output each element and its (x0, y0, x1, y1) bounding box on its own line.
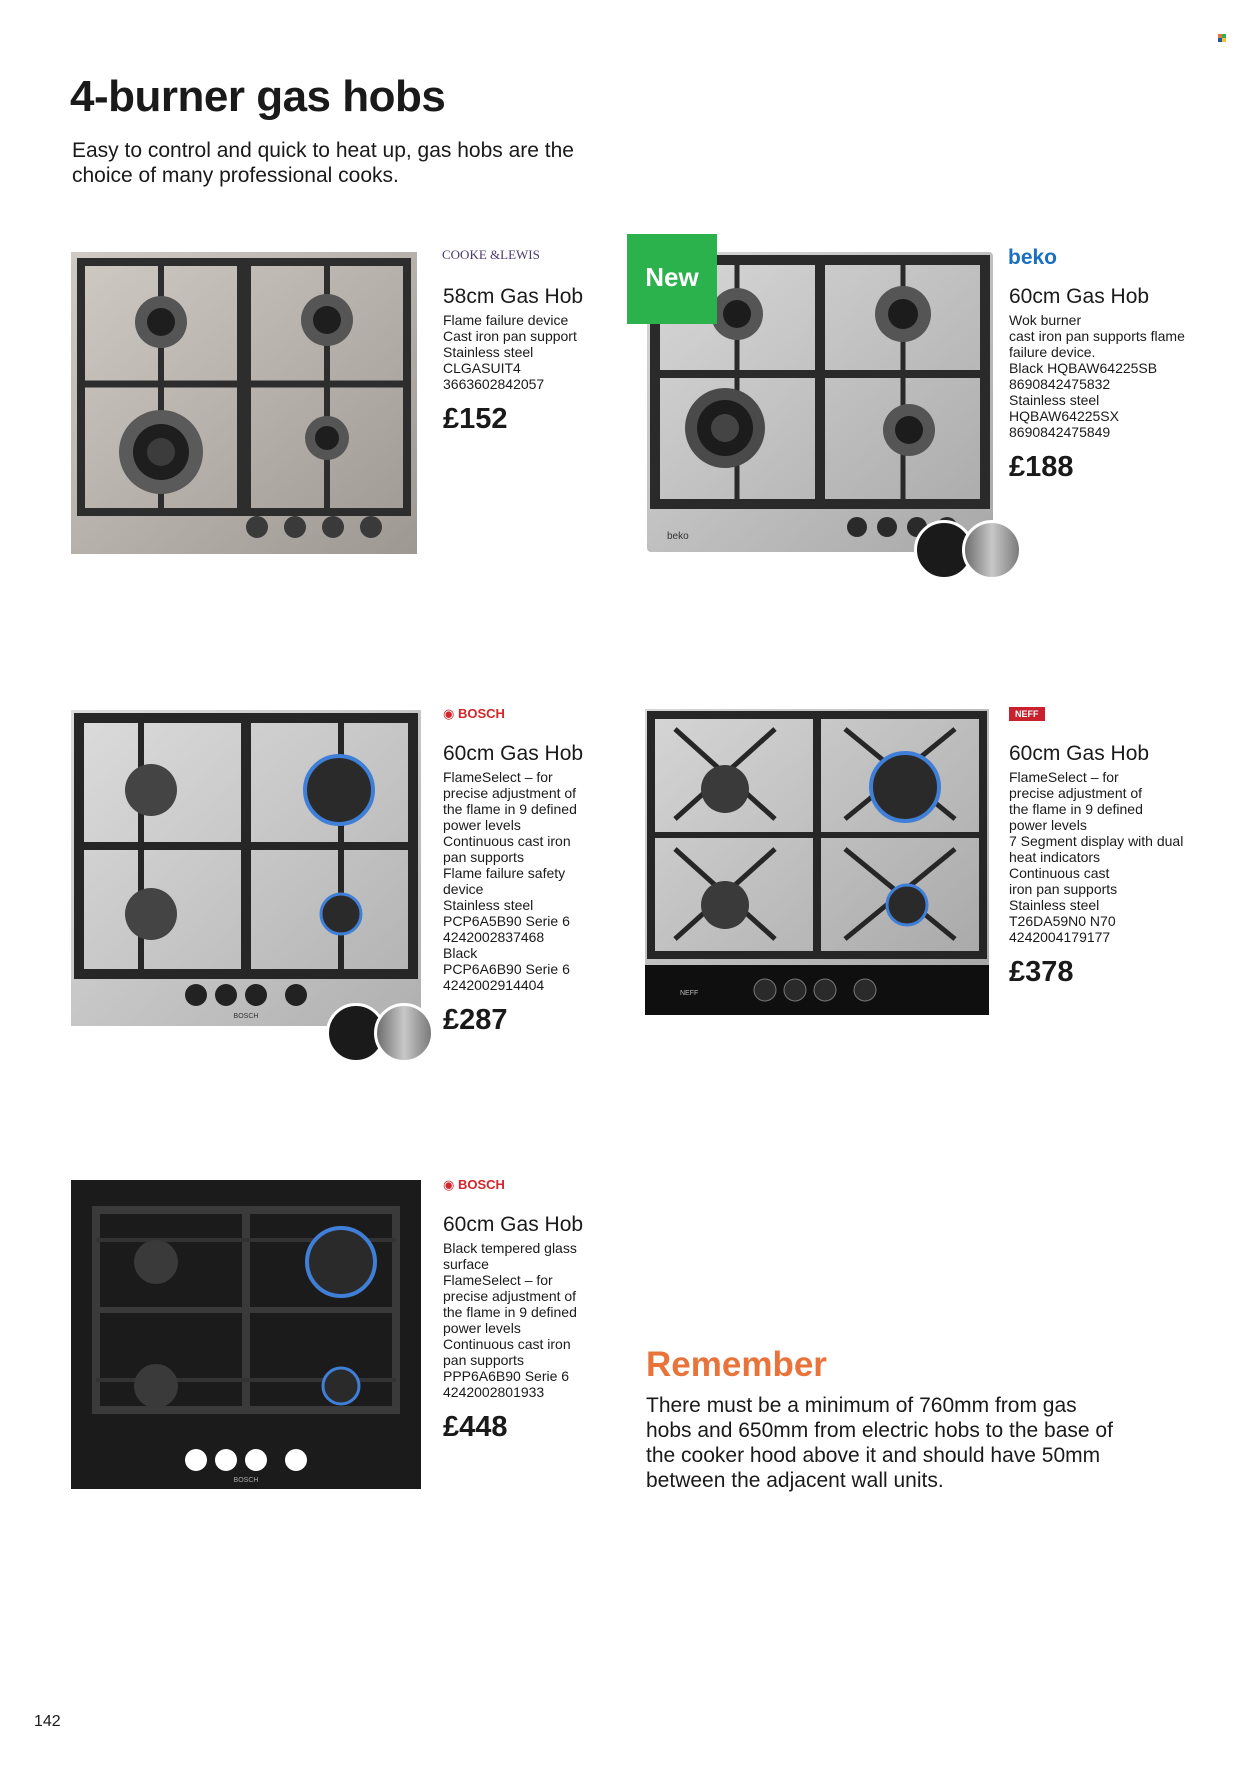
bosch-logo: ◉ BOSCH (443, 1177, 505, 1192)
spec-line: Black (443, 945, 478, 961)
product-title: 58cm Gas Hob (443, 285, 584, 308)
bosch-stainless-hob-image[interactable] (71, 710, 421, 1026)
spec-line: 4242004179177 (1009, 929, 1111, 945)
spec-line: Stainless steel (1009, 897, 1100, 913)
spec-line: 4242002914404 (443, 977, 545, 993)
swatch-stainless[interactable] (962, 520, 1022, 580)
spec-line: Continuous cast iron pan supports (1009, 865, 1118, 897)
spec-line: 7 Segment display with dual heat indicators (1009, 833, 1184, 865)
page-heading: 4-burner gas hobs (70, 72, 446, 121)
spec-line: PCP6A6B90 Serie 6 (443, 961, 570, 977)
spec-line: Stainless steel (1009, 392, 1100, 408)
spec-line: PCP6A5B90 Serie 6 (443, 913, 570, 929)
cooke-lewis-logo (442, 248, 540, 261)
product-price: £152 (443, 403, 508, 435)
product-info (1009, 284, 1209, 482)
spec-line: FlameSelect – for precise adjustment of the flame in 9 defined power levels (443, 1272, 577, 1336)
spec-line: cast iron pan supports flame failure device. (1009, 328, 1185, 360)
spec-line: Continuous cast iron pan supports (443, 833, 571, 865)
spec-line: Black tempered glass surface (443, 1240, 577, 1272)
bosch-black-glass-hob-image[interactable] (71, 1180, 421, 1489)
spec-line: HQBAW64225SX (1009, 408, 1119, 424)
neff-hob-image[interactable] (645, 709, 989, 1015)
spec-line: Flame failure device (443, 312, 569, 328)
svg-text:beko: beko (667, 531, 689, 542)
spec-line: Stainless steel (443, 897, 534, 913)
spec-line: 4242002801933 (443, 1384, 545, 1400)
spec-line: Stainless steel (443, 344, 534, 360)
intro-text: Easy to control and quick to heat up, gas hobs are the choice of many professional cooks. (72, 139, 574, 187)
spec-line: Flame failure safety device (443, 865, 566, 897)
product-info (1009, 741, 1209, 987)
beko-logo: beko (1008, 246, 1058, 269)
spec-line: Wok burner (1009, 312, 1082, 328)
svg-text:NEFF: NEFF (680, 990, 699, 997)
corner-logo-mark (1218, 34, 1226, 42)
spec-line: FlameSelect – for precise adjustment of the flame in 9 defined power levels (443, 769, 577, 833)
product-title: 60cm Gas Hob (443, 1213, 584, 1236)
product-title: 60cm Gas Hob (443, 742, 584, 765)
spec-line: CLGASUIT4 (443, 360, 521, 376)
product-info (443, 1212, 593, 1442)
product-title: 60cm Gas Hob (1009, 285, 1150, 308)
spec-line: Black HQBAW64225SB (1009, 360, 1158, 376)
product-price: £448 (443, 1411, 508, 1443)
page-number: 142 (34, 1713, 61, 1730)
spec-line: T26DA59N0 N70 (1009, 913, 1116, 929)
cooke-lewis-hob-image[interactable] (71, 252, 417, 554)
remember-text: There must be a minimum of 760mm from gas hobs and 650mm from electric hobs to the base of the cooker hood above it and should have 50mm between the adjacent wall units. (646, 1394, 1113, 1492)
product-title: 60cm Gas Hob (1009, 742, 1150, 765)
new-badge: New (627, 234, 717, 324)
spec-line: 4242002837468 (443, 929, 545, 945)
product-price: £378 (1009, 956, 1074, 988)
neff-logo: NEFF (1009, 707, 1045, 721)
brand-text: BOSCH (457, 706, 505, 721)
svg-text:BOSCH: BOSCH (233, 1013, 259, 1020)
remember-title: Remember (646, 1345, 827, 1384)
spec-line: PPP6A6B90 Serie 6 (443, 1368, 570, 1384)
product-info (443, 284, 643, 434)
spec-line: Continuous cast iron pan supports (443, 1336, 571, 1368)
brand-text: COOKE (442, 247, 487, 262)
spec-line: 3663602842057 (443, 376, 545, 392)
product-price: £287 (443, 1004, 508, 1036)
spec-line: FlameSelect – for precise adjustment of the flame in 9 defined power levels (1009, 769, 1143, 833)
product-price: £188 (1009, 451, 1074, 483)
swatch-stainless[interactable] (374, 1003, 434, 1063)
svg-text:BOSCH: BOSCH (233, 1477, 259, 1484)
spec-line: 8690842475849 (1009, 424, 1111, 440)
brand-text: BOSCH (457, 1177, 505, 1192)
spec-line: 8690842475832 (1009, 376, 1111, 392)
spec-line: Cast iron pan support (443, 328, 577, 344)
bosch-logo: ◉ BOSCH (443, 706, 505, 721)
brand-text: &LEWIS (490, 247, 540, 262)
product-info (443, 741, 593, 1035)
